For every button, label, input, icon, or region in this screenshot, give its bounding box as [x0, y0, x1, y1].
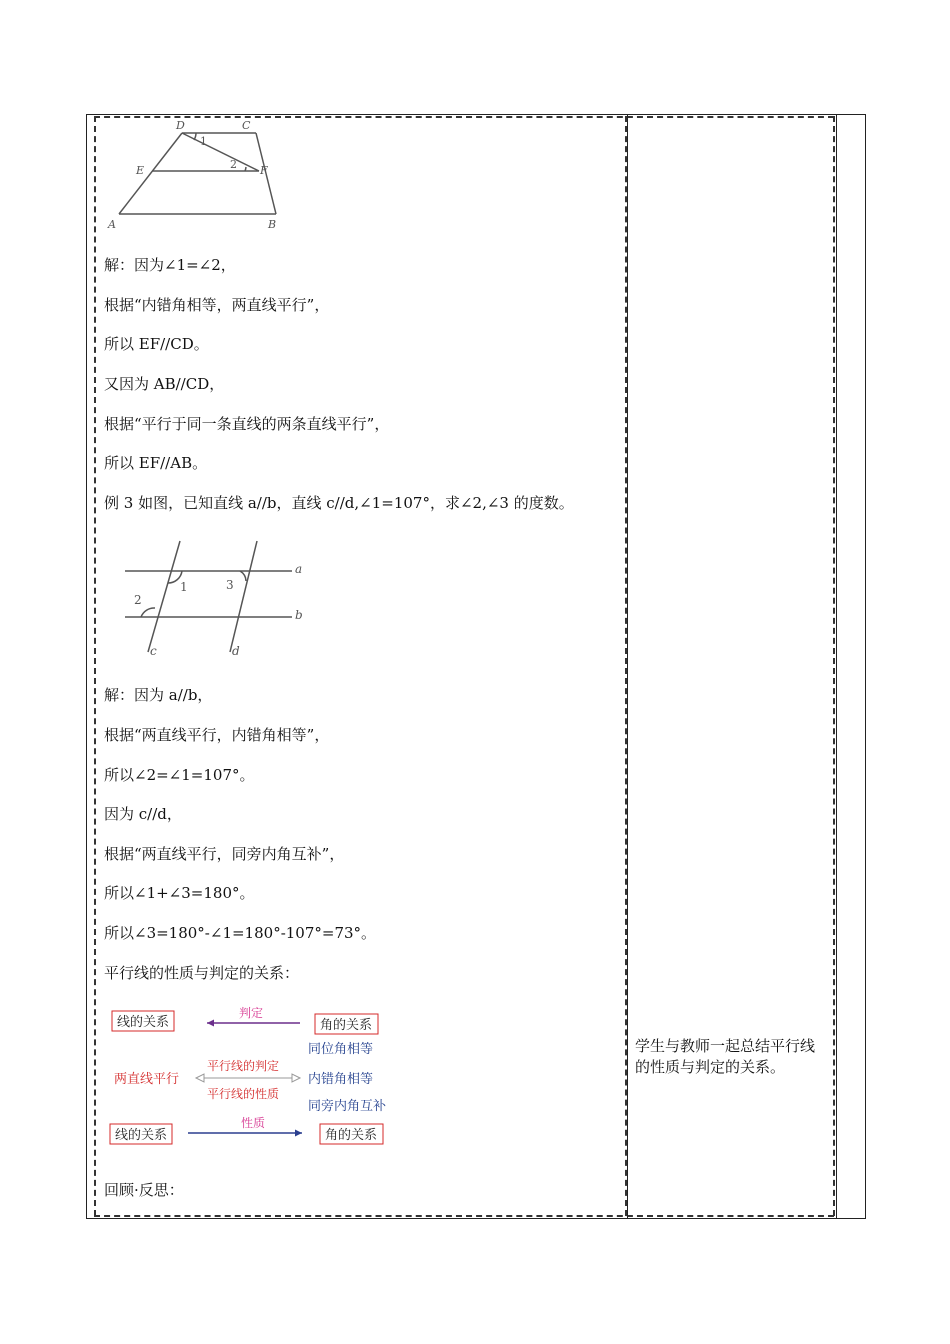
- label-B: B: [268, 218, 277, 231]
- solution2-line-3: 所以∠2=∠1=107°。: [104, 766, 255, 784]
- solution2-line-1: 解：因为 a//b，: [104, 686, 213, 704]
- solution1-line-5: 根据“平行于同一条直线的两条直线平行”，: [104, 415, 390, 433]
- label-C: C: [242, 119, 251, 132]
- label-D: D: [176, 119, 185, 132]
- angle-1-label: 1: [180, 580, 188, 594]
- solution2-line-7: 所以∠3=180°-∠1=180°-107°=73°。: [104, 924, 377, 942]
- relationship-diagram: [104, 1000, 404, 1152]
- example-3-problem: 例 3 如图，已知直线 a//b，直线 c//d,∠1=107°，求∠2,∠3 的度数。: [104, 494, 574, 512]
- label-A: A: [108, 218, 116, 231]
- solution2-line-5: 根据“两直线平行，同旁内角互补”，: [104, 845, 345, 863]
- solution2-line-6: 所以∠1+∠3=180°。: [104, 884, 255, 902]
- bottom-left-box: 线的关系: [115, 1128, 168, 1143]
- solution1-line-6: 所以 EF//AB。: [104, 454, 208, 472]
- solution1-line-4: 又因为 AB//CD，: [104, 375, 225, 393]
- column-divider-right: [836, 114, 837, 1219]
- right-item-1: 同位角相等: [308, 1042, 374, 1057]
- solution1-line-1: 解：因为∠1=∠2，: [104, 256, 236, 274]
- trapezoid-figure: [104, 116, 304, 234]
- bottom-right-box: 角的关系: [325, 1128, 378, 1143]
- angle-2-label: 2: [230, 158, 237, 171]
- top-left-box: 线的关系: [117, 1015, 170, 1030]
- solution1-line-3: 所以 EF//CD。: [104, 335, 209, 353]
- column-divider: [627, 114, 628, 1219]
- dashed-left-border: [94, 116, 96, 1216]
- solution1-line-2: 根据“内错角相等，两直线平行”，: [104, 296, 330, 314]
- line-label-b: b: [295, 608, 303, 622]
- parallel-lines-figure: [120, 535, 320, 660]
- right-item-2: 内错角相等: [308, 1072, 374, 1087]
- dashed-right-border: [833, 116, 835, 1216]
- line-label-c: c: [150, 644, 157, 658]
- angle-1-label: 1: [200, 135, 207, 148]
- top-right-box: 角的关系: [320, 1018, 373, 1033]
- solution2-line-2: 根据“两直线平行，内错角相等”，: [104, 726, 330, 744]
- middle-lower-label: 平行线的性质: [207, 1087, 280, 1101]
- label-F: F: [260, 164, 268, 177]
- angle-2-label: 2: [134, 593, 142, 607]
- top-arrow-label: 判定: [239, 1006, 264, 1020]
- teacher-student-note: 学生与教师一起总结平行线的性质与判定的关系。: [635, 1037, 816, 1076]
- dashed-bottom-border: [94, 1215, 834, 1217]
- middle-left-label: 两直线平行: [114, 1072, 180, 1087]
- right-item-3: 同旁内角互补: [308, 1099, 387, 1114]
- bottom-arrow-label: 性质: [241, 1116, 266, 1130]
- line-label-d: d: [232, 644, 240, 658]
- middle-upper-label: 平行线的判定: [207, 1059, 280, 1073]
- solution2-line-4: 因为 c//d，: [104, 805, 182, 823]
- line-label-a: a: [295, 562, 303, 576]
- angle-3-label: 3: [226, 578, 234, 592]
- relationship-heading: 平行线的性质与判定的关系：: [104, 964, 300, 982]
- label-E: E: [136, 164, 145, 177]
- review-heading: 回顾·反思：: [104, 1181, 184, 1199]
